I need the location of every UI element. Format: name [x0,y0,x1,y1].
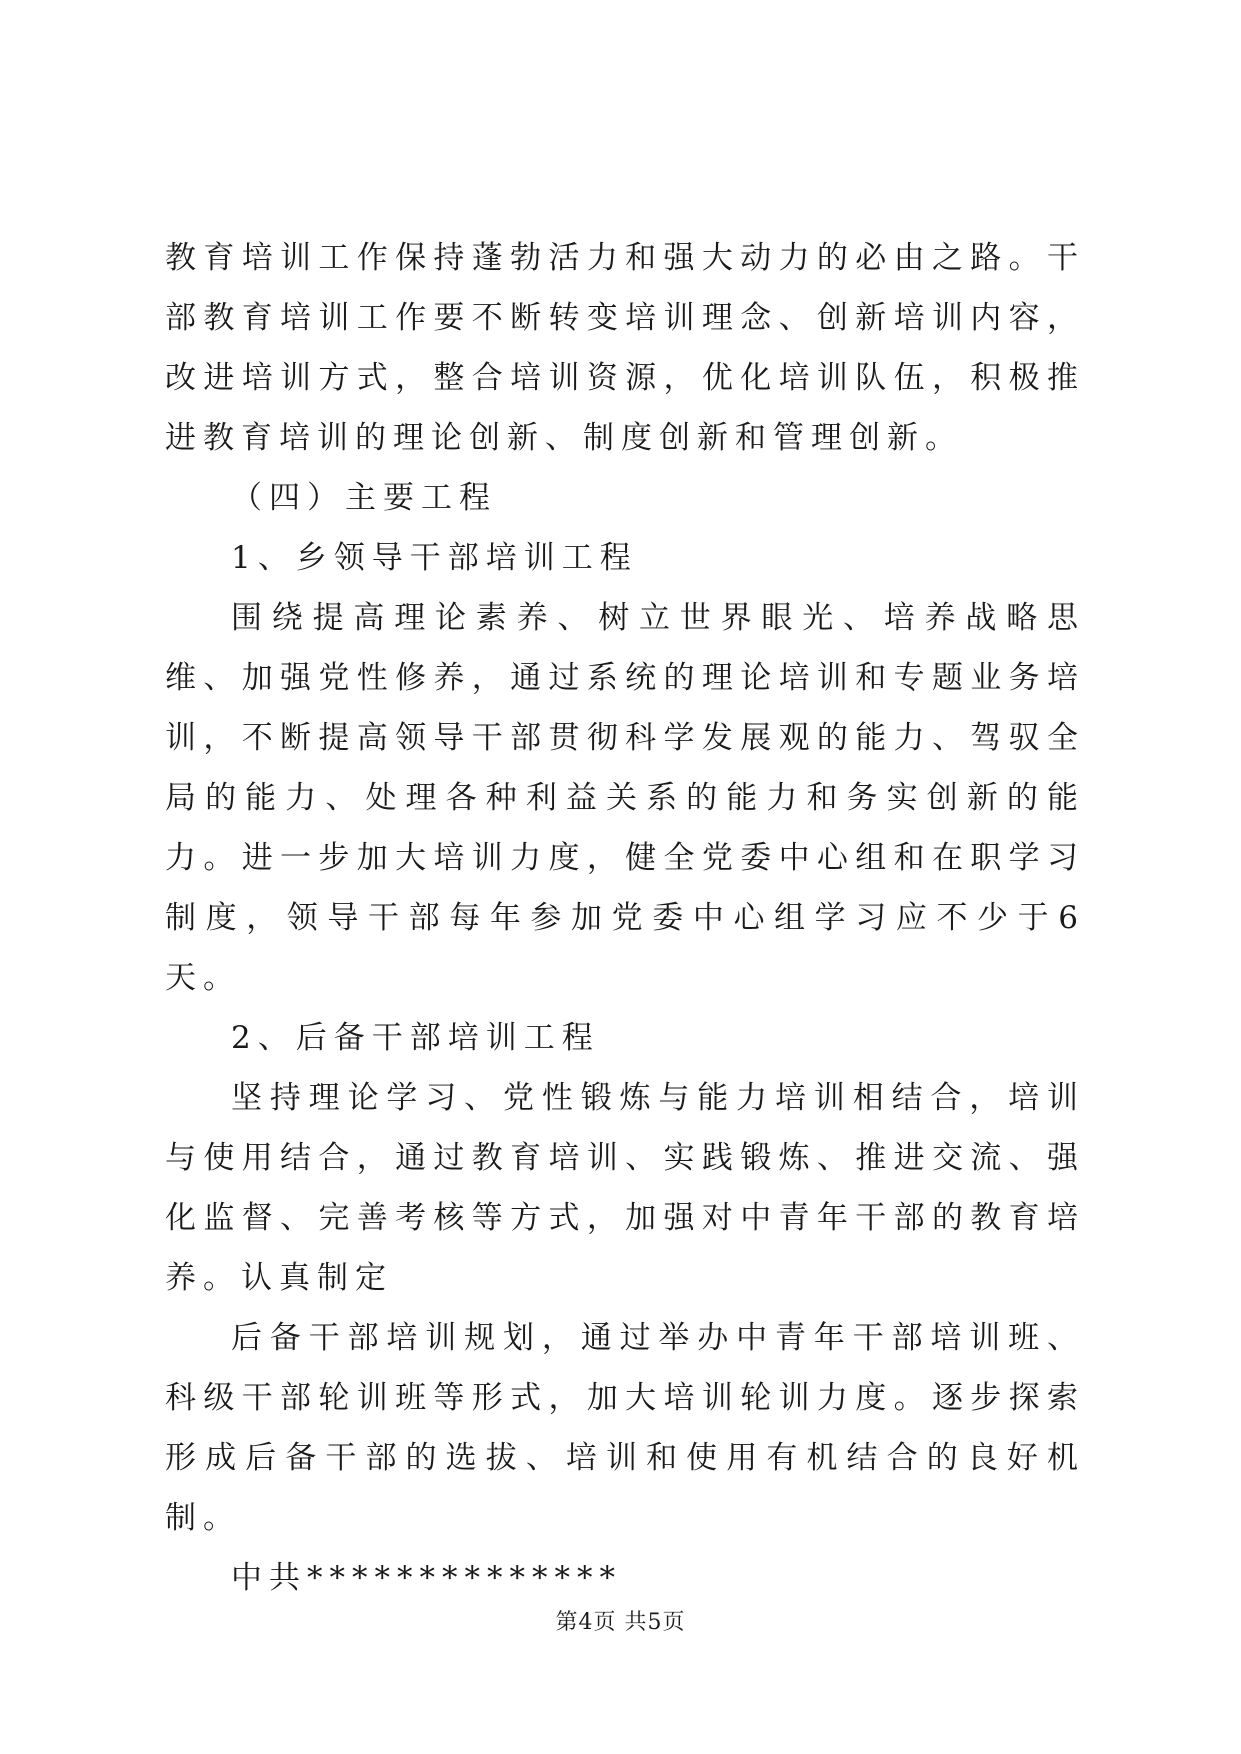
paragraph-reserve-plan: 后备干部培训规划，通过举办中青年干部培训班、科级干部轮训班等形式，加大培训轮训力度。逐步探索形成后备干部的选拔、培训和使用有机结合的良好机制。 [165,1320,1085,1536]
paragraph-continuation: 教育培训工作保持蓬勃活力和强大动力的必由之路。干部教育培训工作要不断转变培训理念、创新培训内容，改进培训方式，整合培训资源，优化培训队伍，积极推进教育培训的理论创新、制度创新和管理创新。 [165,240,1085,456]
signature-line: 中共************** [231,1560,622,1596]
paragraph-reserve-training: 坚持理论学习、党性锻炼与能力培训相结合，培训与使用结合，通过教育培训、实践锻炼、推进交流、强化监督、完善考核等方式，加强对中青年干部的教育培养。认真制定 [165,1080,1085,1296]
paragraph-leader-training: 围绕提高理论素养、树立世界眼光、培养战略思维、加强党性修养，通过系统的理论培训和专题业务培训，不断提高领导干部贯彻科学发展观的能力、驾驭全局的能力、处理各种利益关系的能力和务实创新的能力。进一步加大培训力度，健全党委中心组和在职学习制度，领导干部每年参加党委中心组学习应不少于6天。 [165,600,1085,996]
subsection-heading-1: 1、乡领导干部培训工程 [231,540,638,576]
section-heading: （四）主要工程 [231,480,497,516]
page-number-footer: 第4页 共5页 [555,1610,686,1635]
subsection-heading-2: 2、后备干部培训工程 [231,1020,600,1056]
document-body [165,228,1085,1608]
